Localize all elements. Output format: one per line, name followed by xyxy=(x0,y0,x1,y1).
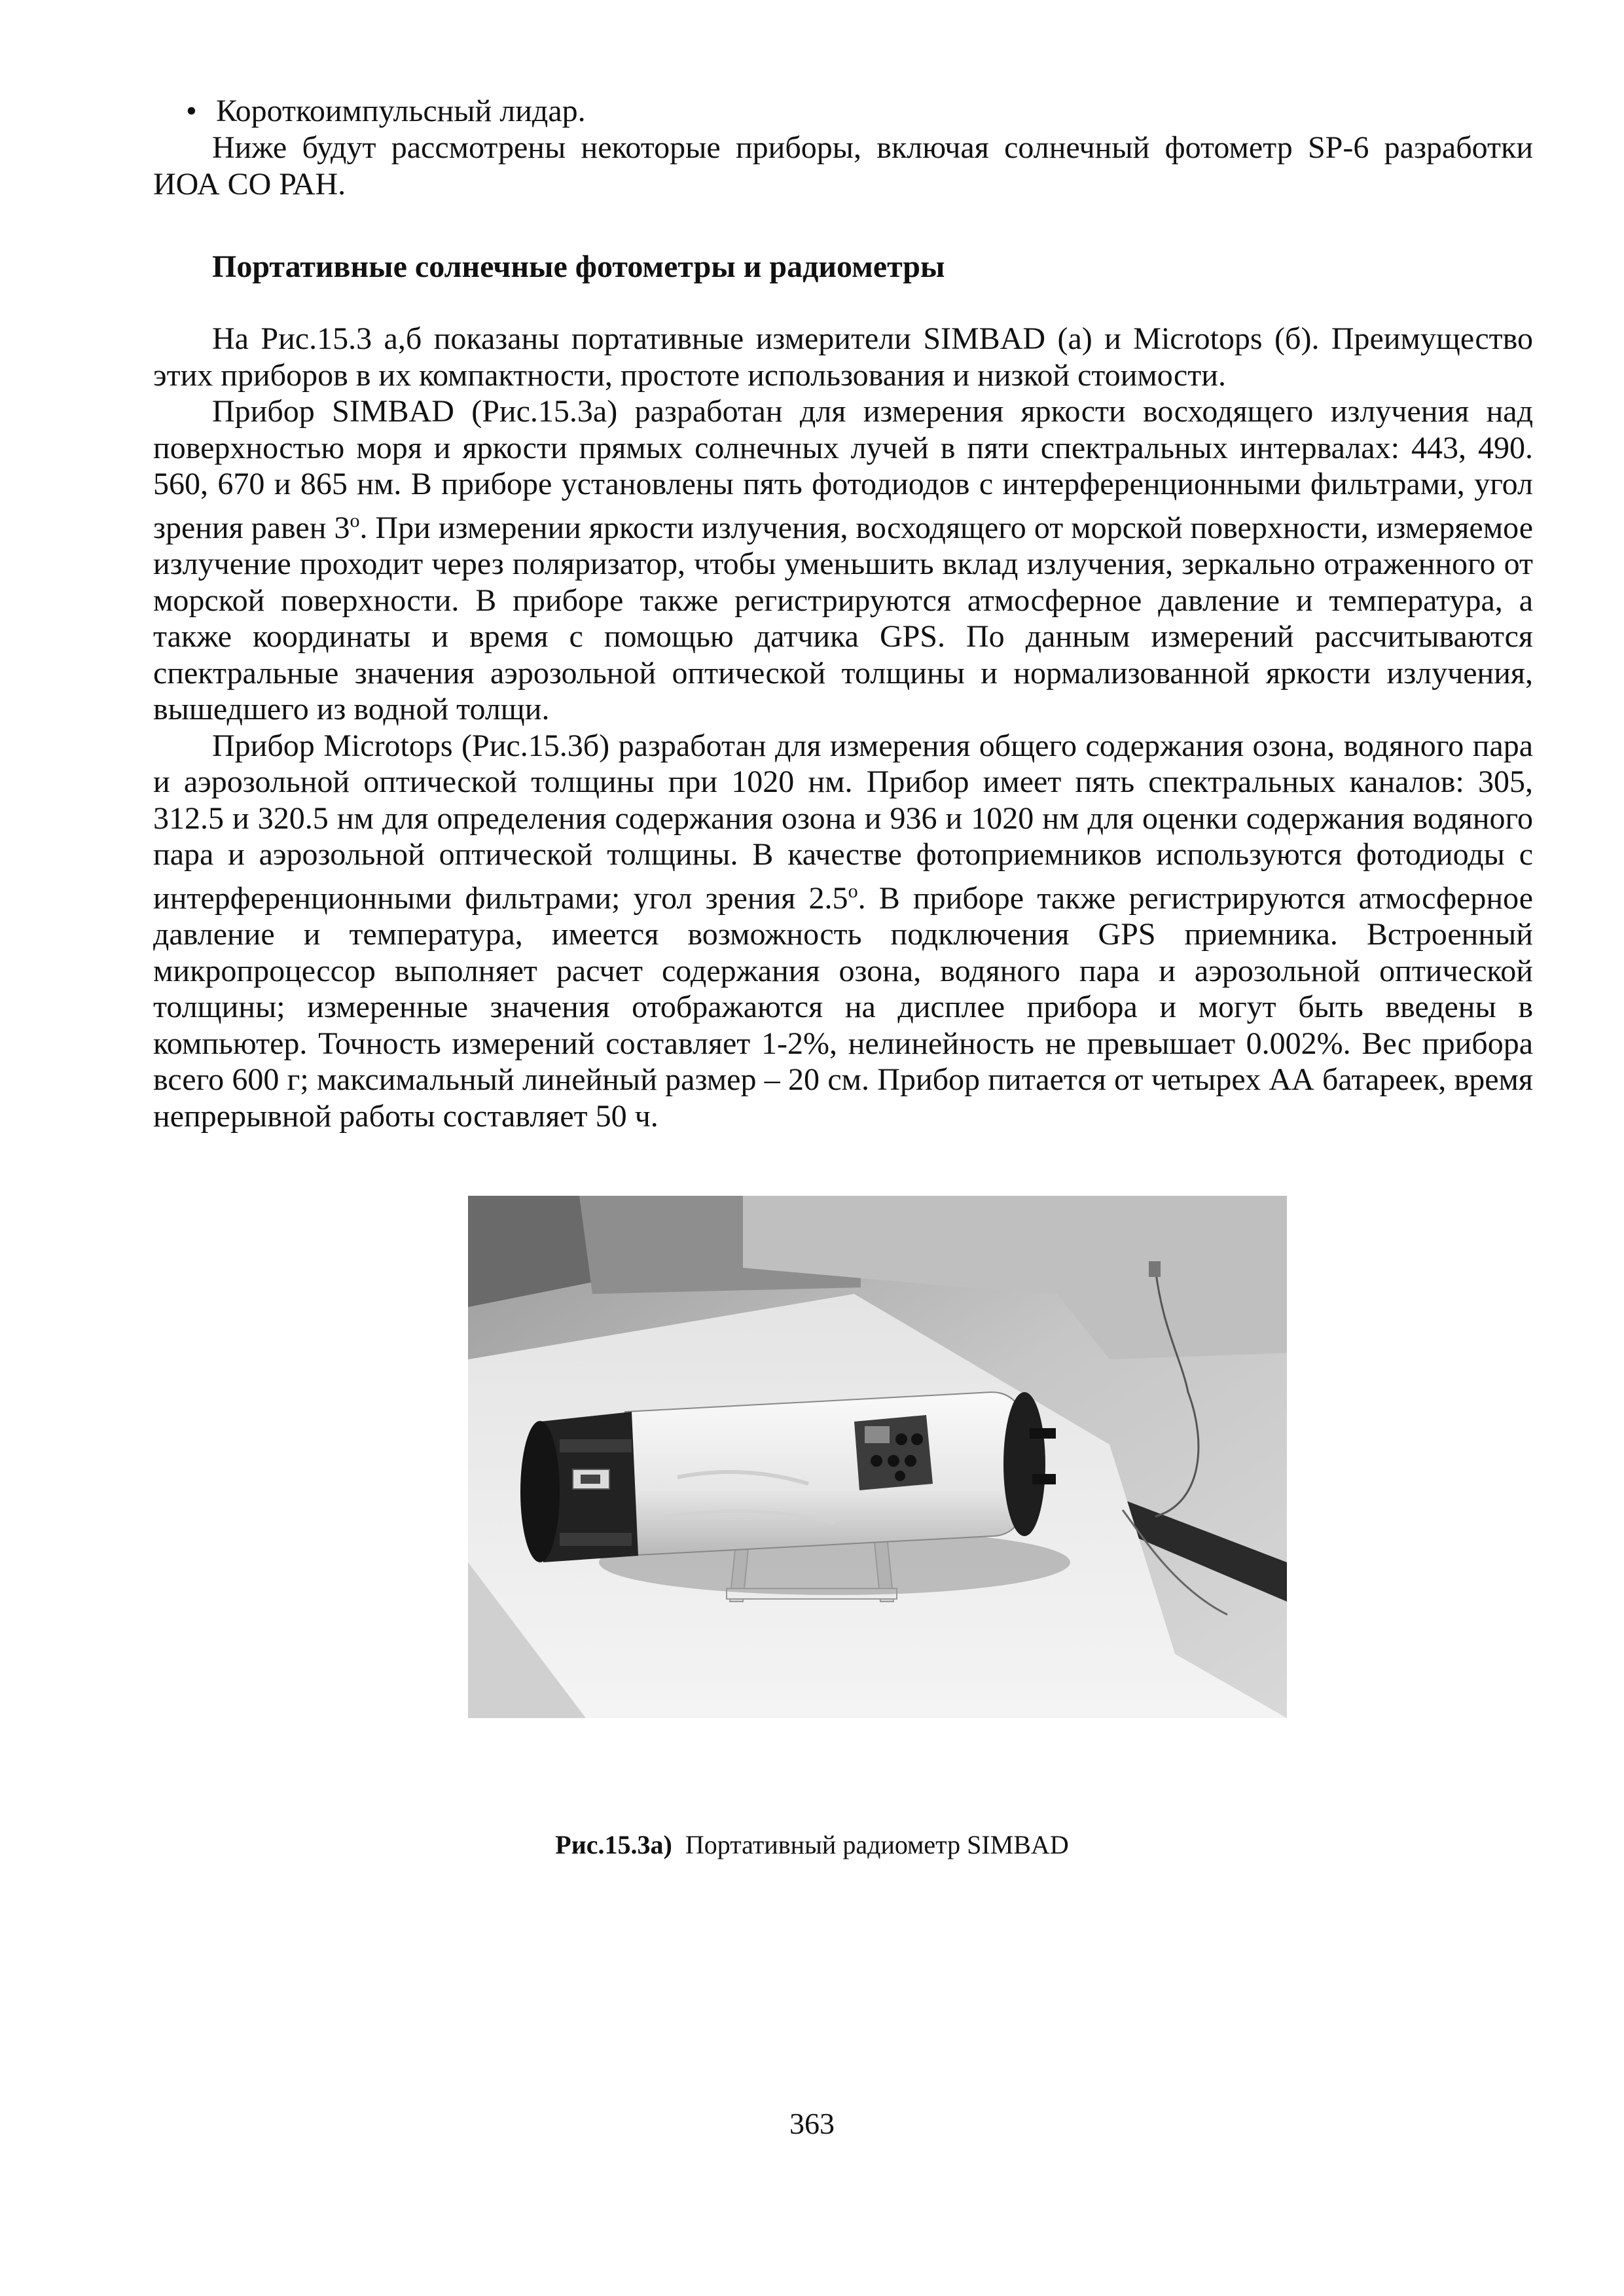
paragraph-3 xyxy=(153,728,1533,1135)
paragraph-2-text-a: Прибор SIMBAD (Рис.15.3а) разработан для измерения яркости восходящего излучения над поверхностью моря и яркости прямых солнечных лучей в пяти спектральных интервалах: 443, 490. 560, 670 и 865 нм. В приборе установлены пять фотодиодов с интерференционными фильтрами, угол зрения равен 3 xyxy=(153,394,1533,545)
caption-label: Рис.15.3а) xyxy=(555,1830,672,1859)
section-heading: Портативные солнечные фотометры и радиометры xyxy=(212,249,945,284)
figure-caption xyxy=(0,1829,1624,1861)
paragraph-3-text-b: . В приборе также регистрируются атмосферное давление и температура, имеется возможность подключения GPS приемника. Встроенный микропроцессор выполняет расчет содержания озона, водяного пара и аэрозольной оптической толщины; измеренные значения отображаются на дисплее прибора и могут быть введены в компьютер. Точность измерений составляет 1-2%, нелинейность не превышает 0.002%. Вес прибора всего 600 г; максимальный линейный размер – 20 см. Прибор питается от четырех АА батареек, время непрерывной работы составляет 50 ч. xyxy=(153,880,1534,1134)
figure-photo-simbad xyxy=(468,1196,1287,1718)
intro-paragraph: Ниже будут рассмотрены некоторые приборы, включая солнечный фотометр SP-6 разработки ИОА СО РАН. xyxy=(153,130,1533,202)
bullet-symbol: • xyxy=(186,94,197,128)
body-text xyxy=(153,321,1533,1134)
degree-superscript: о xyxy=(848,880,858,902)
paragraph-2-text-b: . При измерении яркости излучения, восходящего от морской поверхности, измеряемое излучение проходит через поляризатор, чтобы уменьшить вклад излучения, зеркально отраженного от морской поверхности. В приборе также регистрируются атмосферное давление и температура, а также координаты и время с помощью датчика GPS. По данным измерений рассчитываются спектральные значения аэрозольной оптической толщины и нормализованной яркости излучения, вышедшего из водной толщи. xyxy=(153,510,1534,726)
bullet-text: Короткоимпульсный лидар. xyxy=(216,94,586,128)
caption-text: Портативный радиометр SIMBAD xyxy=(685,1830,1069,1859)
paragraph-2 xyxy=(153,393,1533,728)
bullet-item xyxy=(186,93,586,130)
degree-superscript: о xyxy=(350,509,360,531)
paragraph-3-text-a: Прибор Microtops (Рис.15.3б) разработан для измерения общего содержания озона, водяного пара и аэрозольной оптической толщины при 1020 нм. Прибор имеет пять спектральных каналов: 305, 312.5 и 320.5 нм для определения содержания озона и 936 и 1020 нм для оценки содержания водяного пара и аэрозольной оптической толщины. В качестве фотоприемников используются фотодиоды с интерференционными фильтрами; угол зрения 2.5 xyxy=(153,728,1533,916)
intro-block xyxy=(153,130,1533,202)
page-number: 363 xyxy=(789,2107,835,2140)
paragraph-1: На Рис.15.3 а,б показаны портативные измерители SIMBAD (а) и Microtops (б). Преимущество этих приборов в их компактности, простоте использования и низкой стоимости. xyxy=(153,321,1533,393)
simbad-photo-illustration xyxy=(468,1196,1287,1718)
